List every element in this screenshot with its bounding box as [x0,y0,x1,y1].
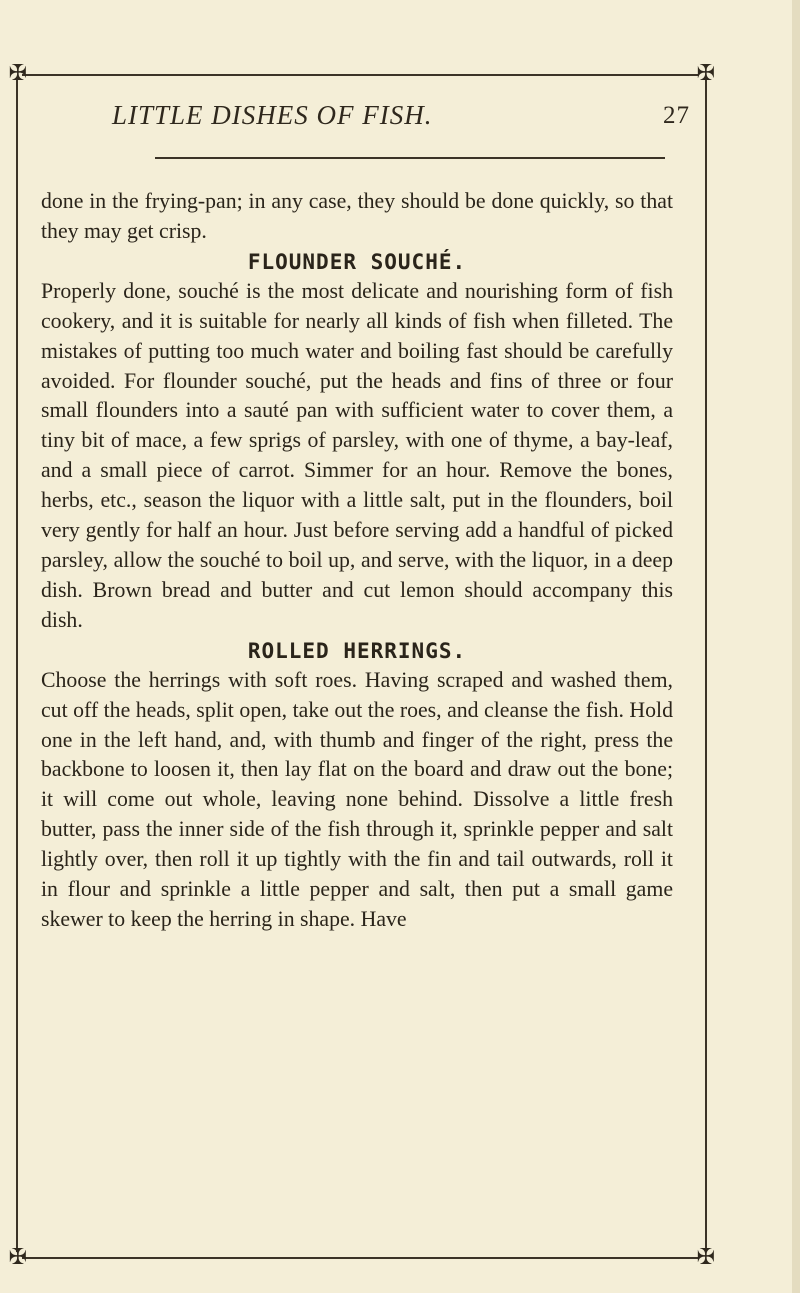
right-border-rule [705,80,707,1252]
maltese-cross-icon: ✠ [696,61,716,86]
maltese-cross-icon: ✠ [8,1245,28,1270]
maltese-cross-icon: ✠ [8,61,28,86]
section-heading: FLOUNDER SOUCHÉ. [247,249,467,274]
maltese-cross-icon: ✠ [696,1245,716,1270]
page-number: 27 [663,102,690,129]
running-header [112,100,690,140]
bottom-border-rule [22,1257,698,1259]
page-body [41,187,673,935]
paragraph: Choose the herrings with soft roes. Having scraped and washed them, cut off the heads, split open, take out the roes, and cleanse the fish. Hold one in the left hand, and, with thumb and finger of the right, press the backbone to loosen it, then lay flat on the board and draw out the bone; it will come out whole, leaving none behind. Dissolve a little fresh butter, pass the inner side of the fish through it, sprinkle pepper and salt lightly over, then roll it up tightly with the fin and tail outwards, roll it in flour and sprinkle a little pepper and salt, then put a small game skewer to keep the herring in shape. Have [41,667,673,931]
section-heading: ROLLED HERRINGS. [247,638,467,663]
paragraph: done in the frying-pan; in any case, they should be done quickly, so that they may get crisp. [41,189,673,243]
running-title: LITTLE DISHES OF FISH. [112,100,433,130]
header-underline [155,157,665,159]
left-border-rule [16,80,18,1252]
page-edge [792,0,800,1293]
top-border-rule [22,74,698,76]
paragraph: Properly done, souché is the most delicate and nourishing form of fish cookery, and it is suitable for nearly all kinds of fish when filleted. The mistakes of putting too much water and boiling fast should be carefully avoided. For flounder souché, put the heads and fins of three or four small flounders into a sauté pan with sufficient water to cover them, a tiny bit of mace, a few sprigs of parsley, with one of thyme, a bay-leaf, and a small piece of carrot. Simmer for an hour. Remove the bones, herbs, etc., season the liquor with a little salt, put in the flounders, boil very gently for half an hour. Just before serving add a handful of picked parsley, allow the souché to boil up, and serve, with the liquor, in a deep dish. Brown bread and butter and cut lemon should accompany this dish. [41,278,673,632]
